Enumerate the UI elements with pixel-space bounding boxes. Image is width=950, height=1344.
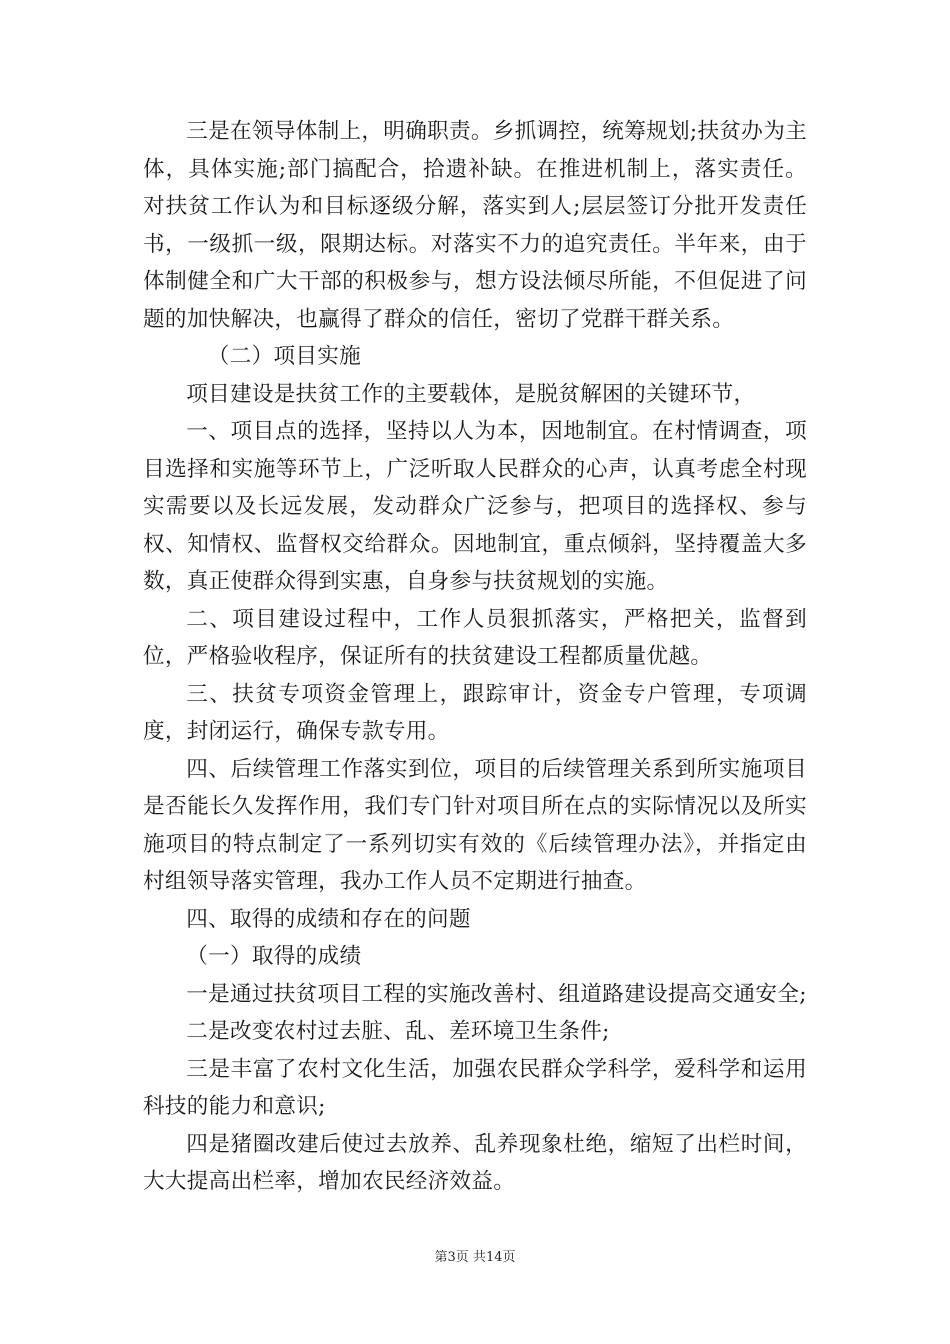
footer-total-pages: 14 xyxy=(485,1250,503,1265)
paragraph-leadership-system: 三是在领导体制上，明确职责。乡抓调控，统筹规划;扶贫办为主体，具体实施;部门搞配合，拾遗补缺。在推进机制上，落实责任。对扶贫工作认为和目标逐级分解，落实到人;层层签订分批开发责任书，一级抓一级，限期达标。对落实不力的追究责任。半年来，由于体制健全和广大干部的积极参与，想方设法倾尽所能，不但促进了问题的加快解决，也赢得了群众的信任，密切了党群干群关系。 xyxy=(143,119,807,332)
footer-middle: 页 共 xyxy=(455,1250,486,1265)
section-heading-achievements: （一）取得的成绩 xyxy=(186,944,362,969)
paragraph-achievement-livestock: 四是猪圈改建后使过去放养、乱养现象杜绝，缩短了出栏时间，大大提高出栏率，增加农民经济效益。 xyxy=(143,1131,807,1194)
paragraph-site-selection: 一、项目点的选择，坚持以人为本，因地制宜。在村情调查，项目选择和实施等环节上，广泛听取人民群众的心声，认真考虑全村现实需要以及长远发展，发动群众广泛参与，把项目的选择权、参与权、知情权、监督权交给群众。因地制宜，重点倾斜，坚持覆盖大多数，真正使群众得到实惠，自身参与扶贫规划的实施。 xyxy=(143,419,807,594)
paragraph-construction-process: 二、项目建设过程中，工作人员狠抓落实，严格把关，监督到位，严格验收程序，保证所有的扶贫建设工程都质量优越。 xyxy=(143,606,807,669)
paragraph-project-intro: 项目建设是扶贫工作的主要载体，是脱贫解困的关键环节， xyxy=(186,381,756,407)
paragraph-follow-up-management: 四、后续管理工作落实到位，项目的后续管理关系到所实施项目是否能长久发挥作用，我们专门针对项目所在点的实际情况以及所实施项目的特点制定了一系列切实有效的《后续管理办法》，并指定由村组领导落实管理，我办工作人员不定期进行抽查。 xyxy=(143,756,807,894)
paragraph-achievement-culture: 三是丰富了农村文化生活，加强农民群众学科学，爱科学和运用科技的能力和意识; xyxy=(143,1056,807,1119)
section-heading-achievements-and-problems: 四、取得的成绩和存在的问题 xyxy=(186,906,471,932)
paragraph-achievement-sanitation: 二是改变农村过去脏、乱、差环境卫生条件; xyxy=(186,1019,610,1044)
paragraph-fund-management: 三、扶贫专项资金管理上，跟踪审计，资金专户管理，专项调度，封闭运行，确保专款专用。 xyxy=(143,681,807,744)
footer-current-page: 3 xyxy=(447,1250,456,1265)
footer-suffix: 页 xyxy=(502,1250,516,1265)
paragraph-achievement-roads: 一是通过扶贫项目工程的实施改善村、组道路建设提高交通安全; xyxy=(186,981,807,1007)
document-body xyxy=(143,113,807,1201)
footer-prefix: 第 xyxy=(434,1250,448,1265)
section-heading-project-implementation: （二）项目实施 xyxy=(207,344,362,369)
page-number-footer xyxy=(0,1246,950,1265)
